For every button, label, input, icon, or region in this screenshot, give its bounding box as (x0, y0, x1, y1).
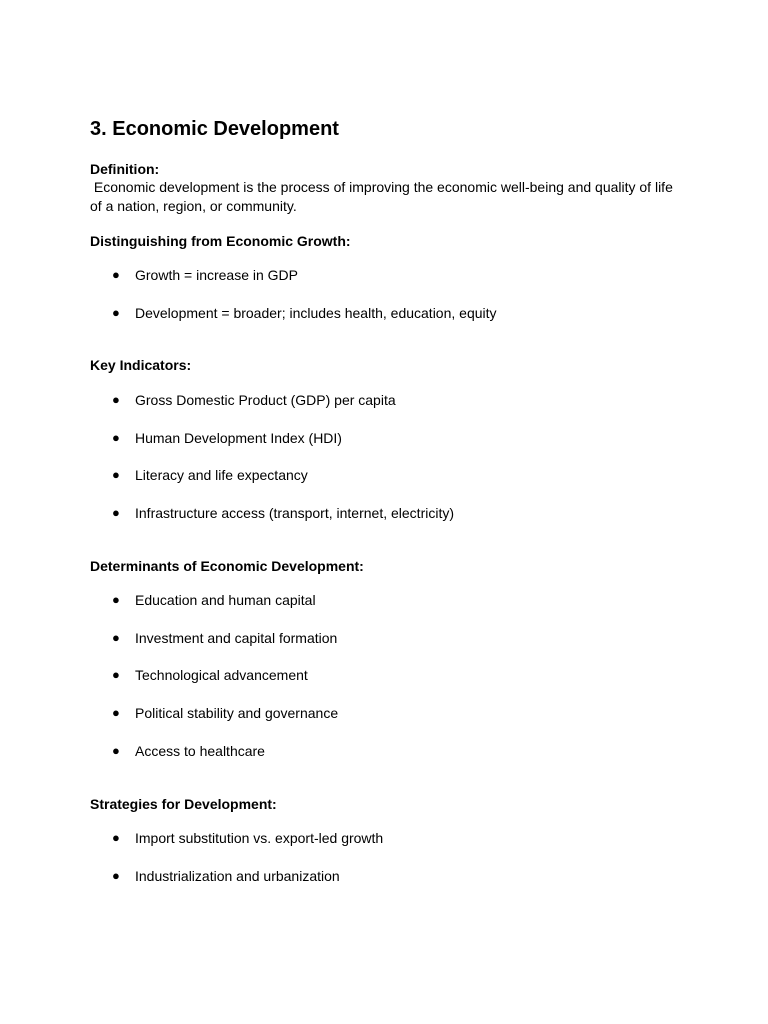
list-item-text: Literacy and life expectancy (135, 467, 308, 484)
bullet-icon: ● (112, 392, 120, 407)
list-item-text: Access to healthcare (135, 742, 265, 759)
list-item-text: Investment and capital formation (135, 629, 338, 646)
list-item-text: Gross Domestic Product (GDP) per capita (135, 392, 396, 408)
bullet-icon: ● (112, 429, 120, 445)
list-item-text: Education and human capital (135, 592, 316, 608)
bullet-icon: ● (112, 705, 120, 721)
bullet-icon: ● (112, 742, 120, 758)
distinguishing-label: Distinguishing from Economic Growth: (90, 233, 351, 249)
bullet-icon: ● (112, 867, 120, 883)
list-item-text: Political stability and governance (135, 705, 339, 722)
list-item-text: Human Development Index (HDI) (135, 429, 342, 446)
definition-label: Definition: (90, 161, 160, 177)
list-item-text: Technological advancement (135, 667, 308, 684)
bullet-icon: ● (112, 667, 120, 683)
bullet-icon: ● (112, 830, 120, 845)
list-item-text: Development = broader; includes health, education, equity (135, 304, 497, 321)
list-item-text: Import substitution vs. export-led growth (135, 830, 384, 846)
determinants-label: Determinants of Economic Development: (90, 558, 364, 574)
bullet-icon: ● (112, 505, 120, 521)
strategies-label: Strategies for Development: (90, 796, 277, 812)
bullet-icon: ● (112, 629, 120, 645)
bullet-icon: ● (112, 267, 120, 282)
list-item-text: Infrastructure access (transport, internet, electricity) (135, 505, 454, 522)
definition-text: Economic development is the process of improving the economic well-being and quality of life of a nation, region, or community. (90, 179, 677, 214)
indicators-label: Key Indicators: (90, 357, 192, 373)
list-item-text: Growth = increase in GDP (135, 267, 299, 283)
list-item-text: Industrialization and urbanization (135, 867, 340, 884)
bullet-icon: ● (112, 592, 120, 607)
page-title: 3. Economic Development (90, 118, 339, 140)
bullet-icon: ● (112, 467, 120, 483)
bullet-icon: ● (112, 304, 120, 320)
